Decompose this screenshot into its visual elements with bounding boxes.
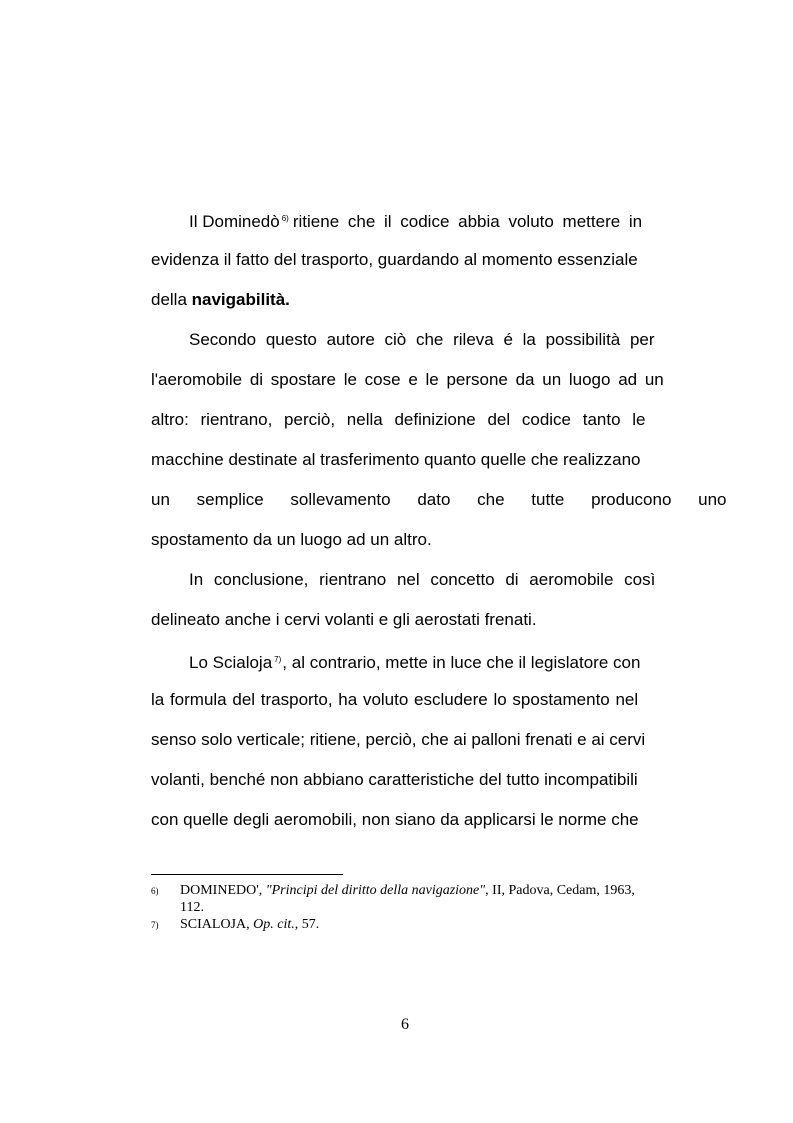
footnote-ref-6[interactable]: 6) <box>281 214 289 223</box>
body-line <box>189 650 661 673</box>
footnote-continuation: 112. <box>180 900 204 915</box>
body-line: delineato anche i cervi volanti e gli aerostati frenati. <box>151 610 537 629</box>
body-line: Secondo questo autore ciò che rileva é la possibilità per <box>189 330 655 349</box>
body-line: evidenza il fatto del trasporto, guardando al momento essenziale <box>151 250 638 269</box>
footnote-title: Op. cit. <box>253 917 295 932</box>
body-line: un semplice sollevamento dato che tutte producono uno <box>151 490 727 509</box>
body-line: l'aeromobile di spostare le cose e le persone da un luogo ad un <box>151 370 664 389</box>
body-line <box>151 290 661 310</box>
footnote-number: 7) <box>151 920 159 930</box>
footnote-6 <box>151 883 661 915</box>
body-line: In conclusione, rientrano nel concetto di aeromobile così <box>189 570 656 589</box>
footnote-7 <box>151 917 661 933</box>
body-line: altro: rientrano, perciò, nella definizione del codice tanto le <box>151 410 646 429</box>
body-line <box>189 209 661 232</box>
footnote-title: "Principi del diritto della navigazione" <box>265 883 486 898</box>
footnote-divider <box>151 874 343 875</box>
body-line: macchine destinate al trasferimento quanto quelle che realizzano <box>151 450 641 469</box>
footnote-text <box>180 917 661 933</box>
bold-term: navigabilità. <box>191 290 290 309</box>
body-line: volanti, benché non abbiano caratteristiche del tutto incompatibili <box>151 770 638 789</box>
body-line: senso solo verticale; ritiene, perciò, che ai palloni frenati e ai cervi <box>151 730 646 749</box>
footnote-ref-7[interactable]: 7) <box>274 655 282 664</box>
text-span: Lo Scialoja <box>189 653 273 672</box>
footnote-author: SCIALOJA, <box>180 917 254 932</box>
body-line: con quelle degli aeromobili, non siano da applicarsi le norme che <box>151 810 639 829</box>
page-number: 6 <box>401 1016 409 1033</box>
footnote-text <box>180 883 661 899</box>
text-span: della <box>151 290 192 309</box>
footnote-number: 6) <box>151 886 159 896</box>
footnote-details: , 57. <box>294 917 320 932</box>
text-span: Il Dominedò <box>189 212 280 231</box>
text-span: , al contrario, mette in luce che il legislatore con <box>282 653 641 672</box>
text-span: ritiene che il codice abbia voluto mettere in <box>292 212 643 231</box>
footnote-details: , II, Padova, Cedam, 1963, <box>485 883 635 898</box>
footnote-author: DOMINEDO', <box>180 883 266 898</box>
body-line: la formula del trasporto, ha voluto escludere lo spostamento nel <box>151 690 639 709</box>
body-line: spostamento da un luogo ad un altro. <box>151 530 432 549</box>
